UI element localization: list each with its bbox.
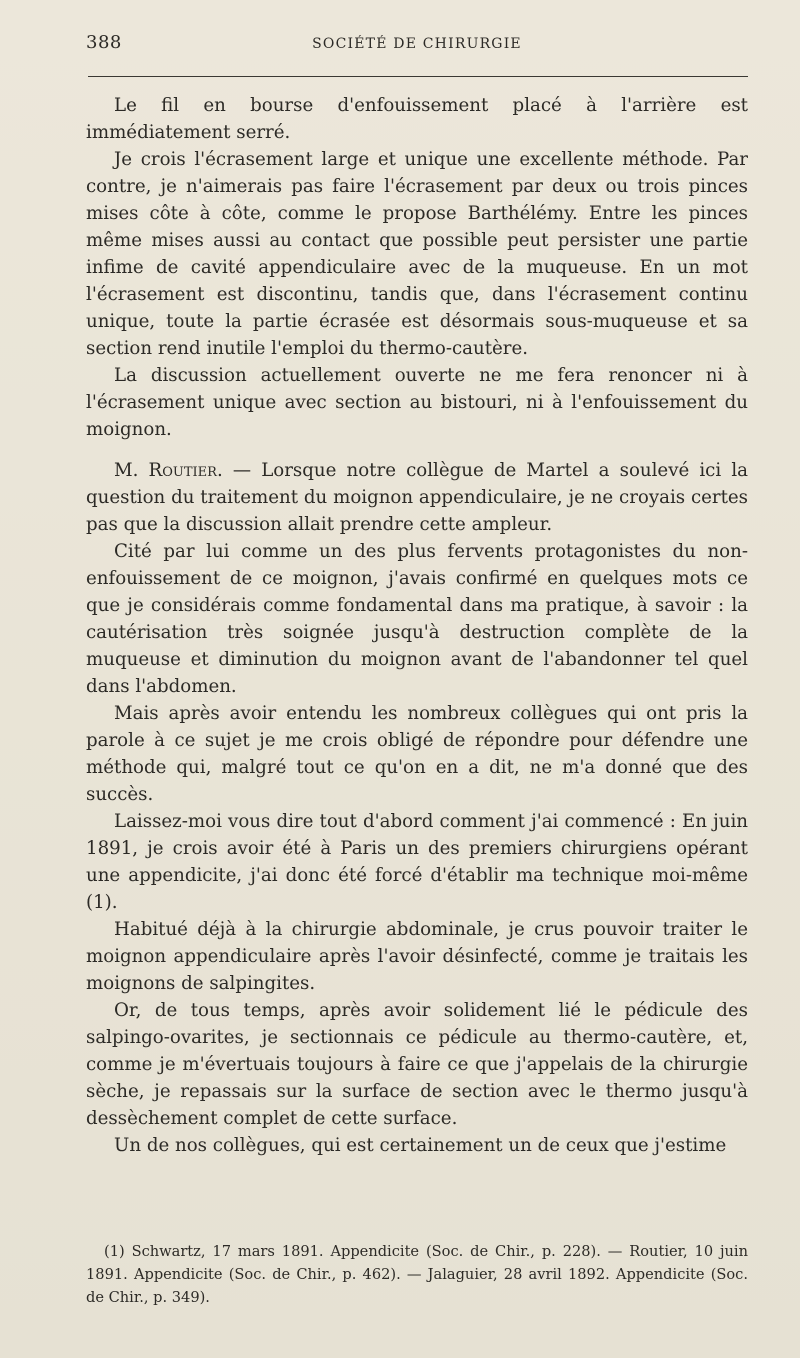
paragraph: Un de nos collègues, qui est certainement un de ceux que j'estime [114,1135,727,1156]
body-text [86,92,748,1159]
speaker-name: Routier [148,460,217,481]
footnote: (1) Schwartz, 17 mars 1891. Appendicite (Soc. de Chir., p. 228). — Routier, 10 juin 1891. Appendicite (Soc. de Chir., p. 462). — Jalaguier, 28 avril 1892. Appendicite (Soc. de Chir., p. 349). [86,1243,748,1306]
paragraph: Habitué déjà à la chirurgie abdominale, je crus pouvoir traiter le moignon appendiculaire après l'avoir désinfecté, comme je traitais les moignons de salpingites. [86,919,748,994]
paragraph: Le fil en bourse d'enfouissement placé à l'arrière est immédiatement serré. [86,95,748,143]
running-title: SOCIÉTÉ DE CHIRURGIE [312,36,522,52]
speaker-prefix: M. [114,460,149,481]
speaker-paragraph [86,457,748,538]
header-rule [88,76,748,77]
footnotes [86,1240,748,1309]
paragraph: Or, de tous temps, après avoir solidement lié le pédicule des salpingo-ovarites, je sectionnais ce pédicule au thermo-cautère, et, comme je m'évertuais toujours à faire ce que j'appelais de la chirurgie sèche, je repassais sur la surface de section avec le thermo jusqu'à dessèchement complet de cette surface. [86,1000,748,1129]
paragraph: Laissez-moi vous dire tout d'abord comment j'ai commencé : En juin 1891, je crois avoir été à Paris un des premiers chirurgiens opérant une appendicite, j'ai donc été forcé d'établir ma technique moi-même (1). [86,811,748,913]
page-header [86,32,748,62]
speaker-text: . — Lorsque notre collègue de Martel a soulevé ici la question du traitement du moignon appendiculaire, je ne croyais certes pas que la discussion allait prendre cette ampleur. [86,460,748,535]
paragraph: La discussion actuellement ouverte ne me fera renoncer ni à l'écrasement unique avec section au bistouri, ni à l'enfouissement du moignon. [86,365,748,440]
page-number: 388 [86,32,122,53]
paragraph: Cité par lui comme un des plus fervents protagonistes du non-enfouissement de ce moignon, j'avais confirmé en quelques mots ce que je considérais comme fondamental dans ma pratique, à savoir : la cautérisation très soignée jusqu'à destruction complète de la muqueuse et diminution du moignon avant de l'abandonner tel quel dans l'abdomen. [86,541,748,697]
paragraph: Je crois l'écrasement large et unique une excellente méthode. Par contre, je n'aimerais pas faire l'écrasement par deux ou trois pinces mises côte à côte, comme le propose Barthélémy. Entre les pinces même mises aussi au contact que possible peut persister une partie infime de cavité appendiculaire avec de la muqueuse. En un mot l'écrasement est discontinu, tandis que, dans l'écrasement continu unique, toute la partie écrasée est désormais sous-muqueuse et sa section rend inutile l'emploi du thermo-cautère. [86,149,748,359]
paragraph: Mais après avoir entendu les nombreux collègues qui ont pris la parole à ce sujet je me crois obligé de répondre pour défendre une méthode qui, malgré tout ce qu'on en a dit, ne m'a donné que des succès. [86,703,748,805]
